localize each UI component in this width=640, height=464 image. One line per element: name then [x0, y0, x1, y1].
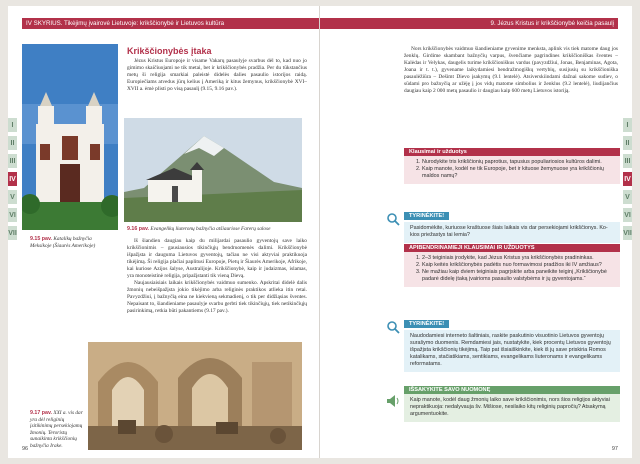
tab-chapter-4[interactable]: IV — [8, 172, 17, 186]
list-item: 3. Ne mažiau kaip dviem teiginiais pagrįskite arba paneikite teiginį „Krikščionybė padarė didelę įtaką įvairioms pasaulio valstybėms ir jų gyventojams.“ — [422, 269, 614, 283]
tab-chapter-6[interactable]: VI — [623, 208, 632, 222]
chapter-tabs-left — [8, 118, 17, 240]
page-number-left: 96 — [22, 446, 29, 452]
tab-chapter-5[interactable]: V — [623, 190, 632, 204]
list-item: 1. Nurodykite tris krikščionių paprotius, tapusius populiariosios kultūros dalimi. — [422, 159, 614, 166]
tab-chapter-3[interactable]: III — [623, 154, 632, 168]
list-item: 2. Kaip keitės krikščionybės padėtis nuo formavimosi pradžios iki IV amžiaus? — [422, 262, 614, 269]
tab-chapter-3[interactable]: III — [8, 154, 17, 168]
caption-9-17: 9.17 pav. XXI a. vis dar yra dėl religinių įsitikinimų persekiojamų žmonių. Teroristų sunaikinta krikščionių bažnyčia Irake. — [30, 410, 83, 449]
caption-9-15: 9.15 pav. Katalikų bažnyčia Meksikoje (Šiaurės Amerikoje) — [30, 236, 96, 249]
tab-chapter-2[interactable]: II — [623, 136, 632, 150]
chapter-tabs-right — [623, 118, 632, 240]
section-header: 9. Jėzus Kristus ir krikščionybė keičia pasaulį — [320, 18, 618, 29]
photo-destroyed-church — [88, 342, 302, 450]
speaker-icon — [386, 394, 400, 408]
photo-faroe-church — [124, 118, 302, 222]
tab-chapter-4[interactable]: IV — [623, 172, 632, 186]
section-title: Krikščionybės įtaka — [127, 46, 212, 56]
tab-chapter-6[interactable]: VI — [8, 208, 17, 222]
main-text-right: Nors krikščionybės vaidmuo šiandieniame gyvenime menksta, aplink vis tiek matome daug jos ženklų. Girdime skambant bažnyčių varpus, švenčiame pagrindines krikščioniškas šventes – Kalėdas ir Velykas, daugelis turime krikščioniškus vardus (pavyzdžiui, Jonas, Benjaminas, Agota, Joana ir t. t.), gyvename laikydamiesi bendražmogiškų vertybių, susijusių su krikščioniška pasaulėžiūra – Dešimt Dievo įsakymų (9.1 lentelė). Atsiverskiindami dažnai sakome sudiev, o sūdami pro bažnyčią ar užėję į jos vidų matome simbolius ir ženklus (9.2 lentelė), liudijančius daugiau kaip 2 000 metų pasaulio ir daugiau kaip 600 metų Lietuvos istoriją. — [404, 46, 618, 94]
tab-chapter-1[interactable]: I — [623, 118, 632, 132]
photo-mexico-church — [22, 44, 118, 230]
tab-chapter-7[interactable]: VII — [623, 226, 632, 240]
summary-questions-title: APIBENDRINAMIEJI KLAUSIMAI IR UŽDUOTYS — [404, 244, 620, 252]
list-item: 1. 2–3 teiginiais įrodykite, kad Jėzus Kristus yra krikščionybės pradininkas. — [422, 255, 614, 262]
caption-9-16: 9.16 pav. Evangelikų liuteronų bažnyčia atšiauriose Farerų salose — [127, 226, 271, 232]
page-number-right: 97 — [611, 446, 618, 452]
research-title-1: TYRINĖKITE! — [404, 212, 449, 220]
opinion-box: IŠSAKYKITE SAVO NUOMONĘ Kaip manote, kodėl daug žmonių laiko save krikščionimis, nors šios religijos aktyviai nepraktikuoja: nedalyvauja šv. Mišiose, nesilaiko kitų religinių papročių? Atsakymą argumentuokite. — [404, 386, 620, 422]
questions-box — [404, 148, 620, 184]
research-box-2: TYRINĖKITE! Naudodamiesi interneto šaltiniais, raskite paskutinio visuotinio Lietuvos gyventojų surašymo duomenis. Remdamiesi jais, nustatykite, kiek procentų Lietuvos gyventojų išpažįsta krikščionių tikėjimą. Taip pat išsiaiškinkite, kiek iš jų save priskiria Romos katalikams, stačiatikiams, sentikiams, evangelikams liuteronams ir evangelikams reformatams. — [404, 312, 620, 372]
magnifier-icon — [386, 320, 400, 334]
research-box-1: TYRINĖKITE! Pasidomėkite, kuriuose kraštuose šiais laikais vis dar persekiojami krikščionys. Ko-kios priežastys tai lemia? — [404, 204, 620, 243]
magnifier-icon — [386, 212, 400, 226]
opinion-title: IŠSAKYKITE SAVO NUOMONĘ — [404, 386, 620, 394]
tab-chapter-7[interactable]: VII — [8, 226, 17, 240]
list-item: 2. Kaip manote, kodėl ne tik Europoje, bet ir kituose žemynuose yra krikščionių maldos namų? — [422, 166, 614, 180]
main-text-left: Iš šiandien daugiau kaip du milijardai pasaulio gyventojų save laiko krikščionimis – gausiausios tikinčiųjų bendruomenės dalimi. Krikščionybė išpažįsta ir dauguma Lietuvos gyventojų, tačiau ne visi aktyviai praktikuoja tikėjimą. Ši religija plačiai paplitusi Europoje, Pietų ir Šiaurės Amerikoje, Afrikoje, kai kuriose Azijos šalyse, Australijoje. Krikščionybė, kaip ir judaizmas, islamas, yra monoteistinė religija, pripažįstanti tik vieną Dievą. Naujausiaisiais laikais krikščionybės vaidmuo sumenko. Apskritai didelė dalis žmonių nebeišpažįsta jokio tikėjimo arba religinės praktikos atlieka itin retai. Pavyzdžiui, į bažnyčią eina ne kiekvieną sekmadienį, o tik per didžiąsias šventes. Nepaisant to, šiandieniame pasaulyje svarbu gerbti tiek tikinčiųjų, tiek netikinčiųjų pasirinkimą, retkia būti pakantiems (9.17 pav.). — [127, 238, 307, 314]
left-page — [8, 6, 320, 458]
summary-questions-box — [404, 244, 620, 287]
chapter-header: IV SKYRIUS. Tikėjimų įvairovė Lietuvoje: krikščionybė ir Lietuvos kultūra — [22, 18, 320, 29]
tab-chapter-1[interactable]: I — [8, 118, 17, 132]
right-page — [320, 6, 632, 458]
intro-paragraph: Jėzus Kristus Europoje ir visame Vakarų pasaulyje svarbus dėl to, kad nuo jo gimimo skaičiuojami ne tik metai, bet ir krikščionybės pradžia. Per du tūkstančius metų ši religija smarkiai paleistė didelės dalies pasaulio istorijos raidą. Europiečiams atvedus jūrų kelius į Ameriką ir kitus žemynus, krikščionybė XVI–XVII a. ėmė plisti po visą pasaulį (9.15, 9.16 pav.). — [127, 58, 307, 92]
research-title-2: TYRINĖKITE! — [404, 320, 449, 328]
tab-chapter-5[interactable]: V — [8, 190, 17, 204]
questions-title: Klausimai ir užduotys — [404, 148, 620, 156]
book-spread — [8, 6, 632, 458]
tab-chapter-2[interactable]: II — [8, 136, 17, 150]
